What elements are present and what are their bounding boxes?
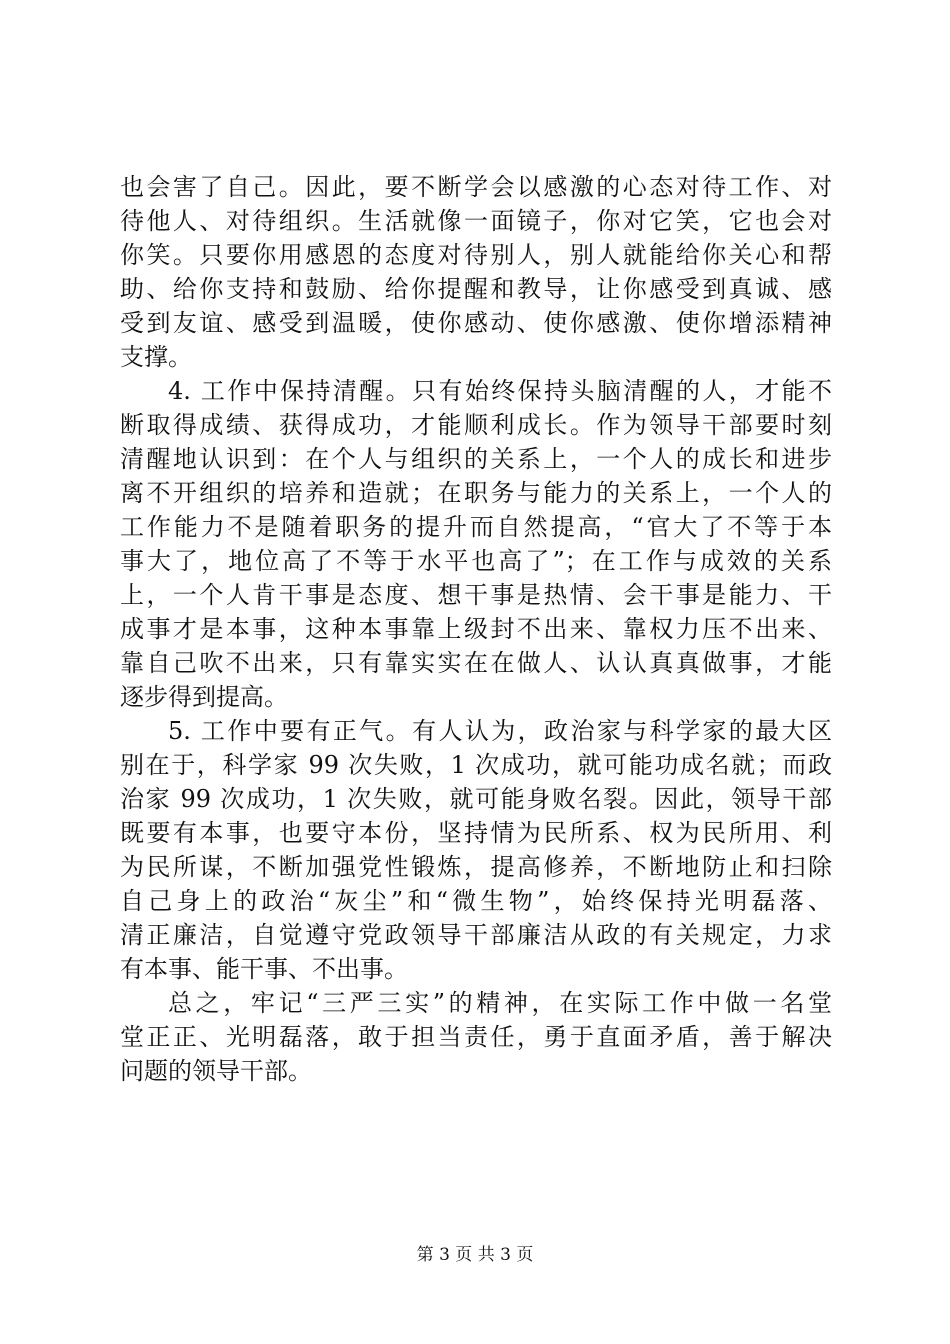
text-line: 清正廉洁，自觉遵守党政领导干部廉洁从政的有关规定，力求: [120, 921, 832, 949]
text-line: 助、给你支持和鼓励、给你提醒和教导，让你感受到真诚、感: [120, 275, 832, 303]
text-line: 靠自己吹不出来，只有靠实实在在做人、认认真真做事，才能: [120, 649, 832, 677]
paragraph: [120, 986, 832, 1088]
text-line: 也会害了自己。因此，要不断学会以感激的心态对待工作、对: [120, 173, 832, 201]
paragraph: [120, 714, 832, 986]
text-line: 事大了，地位高了不等于水平也高了”；在工作与成效的关系: [120, 547, 832, 575]
text-line: 问题的领导干部。: [120, 1057, 312, 1085]
text-line: 断取得成绩、获得成功，才能顺利成长。作为领导干部要时刻: [120, 411, 832, 439]
text-line: 既要有本事，也要守本份，坚持情为民所系、权为民所用、利: [120, 819, 832, 847]
text-line: 自己身上的政治“灰尘”和“微生物”，始终保持光明磊落、: [120, 887, 832, 915]
paragraph: [120, 170, 832, 374]
page-number-label: 第 3 页 共 3 页: [416, 1245, 534, 1265]
text-line: 你笑。只要你用感恩的态度对待别人，别人就能给你关心和帮: [120, 241, 832, 269]
text-line: 4. 工作中保持清醒。只有始终保持头脑清醒的人，才能不: [168, 377, 832, 405]
text-line: 逐步得到提高。: [120, 683, 288, 711]
text-line: 离不开组织的培养和造就；在职务与能力的关系上，一个人的: [120, 479, 832, 507]
text-line: 为民所谋，不断加强党性锻炼，提高修养，不断地防止和扫除: [120, 853, 832, 881]
document-body: [120, 170, 832, 1088]
text-line: 成事才是本事，这种本事靠上级封不出来、靠权力压不出来、: [120, 615, 832, 643]
text-line: 堂正正、光明磊落，敢于担当责任，勇于直面矛盾，善于解决: [120, 1023, 832, 1051]
text-line: 总之，牢记“三严三实”的精神，在实际工作中做一名堂: [168, 989, 832, 1017]
text-line: 支撑。: [120, 343, 192, 371]
text-line: 待他人、对待组织。生活就像一面镜子，你对它笑，它也会对: [120, 207, 832, 235]
text-line: 清醒地认识到：在个人与组织的关系上，一个人的成长和进步: [120, 445, 832, 473]
text-line: 治家 99 次成功，1 次失败，就可能身败名裂。因此，领导干部: [120, 785, 832, 813]
text-line: 5. 工作中要有正气。有人认为，政治家与科学家的最大区: [168, 717, 832, 745]
text-line: 工作能力不是随着职务的提升而自然提高，“官大了不等于本: [120, 513, 832, 541]
text-line: 上，一个人肯干事是态度、想干事是热情、会干事是能力、干: [120, 581, 832, 609]
paragraph: [120, 374, 832, 714]
text-line: 别在于，科学家 99 次失败，1 次成功，就可能功成名就；而政: [120, 751, 832, 779]
text-line: 受到友谊、感受到温暖，使你感动、使你感激、使你增添精神: [120, 309, 832, 337]
page-footer: [0, 1244, 950, 1266]
text-line: 有本事、能干事、不出事。: [120, 955, 408, 983]
